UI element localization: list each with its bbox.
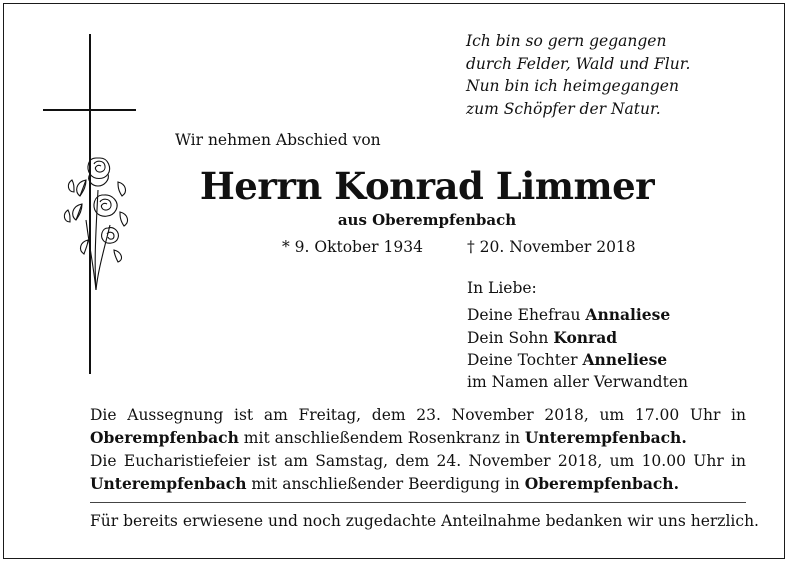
funeral-paragraph-2: Die Eucharistiefeier ist am Samstag, dem 24. November 2018, um 10.00 Uhr in Unterempfenbach mit anschließender Beerdigung in Oberempfenbach. xyxy=(90,452,746,493)
deceased-name: Herrn Konrad Limmer xyxy=(199,164,655,208)
family-member: Dein Sohn Konrad xyxy=(467,327,618,347)
poem-line: Ich bin so gern gegangen xyxy=(466,32,667,50)
cross-bar xyxy=(43,109,136,111)
funeral-paragraph-1: Die Aussegnung ist am Freitag, dem 23. November 2018, um 17.00 Uhr in Oberempfenbach mit anschließendem Rosenkranz in Unterempfenbach. xyxy=(90,406,746,447)
poem-line: zum Schöpfer der Natur. xyxy=(466,99,661,118)
family-member: Deine Tochter Anneliese xyxy=(467,350,668,369)
intro-text: Wir nehmen Abschied von xyxy=(175,131,381,149)
death-date: † 20. November 2018 xyxy=(467,238,636,256)
family-list xyxy=(467,304,688,393)
family-member: im Namen aller Verwandten xyxy=(467,372,688,391)
family-member: Deine Ehefrau Annaliese xyxy=(467,305,671,324)
funeral-line: Die Aussegnung ist am Freitag, dem 23. November 2018, um 17.00 Uhr in xyxy=(90,406,746,424)
poem-line: Nun bin ich heimgegangen xyxy=(466,77,679,95)
origin-text: aus Oberempfenbach xyxy=(337,211,517,229)
thanks-text: Für bereits erwiesene und noch zugedachte Anteilnahme bedanken wir uns herzlich. xyxy=(90,512,759,530)
funeral-line: Die Eucharistiefeier ist am Samstag, dem 24. November 2018, um 10.00 Uhr in xyxy=(90,452,746,470)
poem xyxy=(466,30,690,120)
poem-line: durch Felder, Wald und Flur. xyxy=(466,54,691,73)
in-love-label: In Liebe: xyxy=(467,279,537,297)
birth-date: * 9. Oktober 1934 xyxy=(282,238,423,256)
divider xyxy=(90,502,746,503)
